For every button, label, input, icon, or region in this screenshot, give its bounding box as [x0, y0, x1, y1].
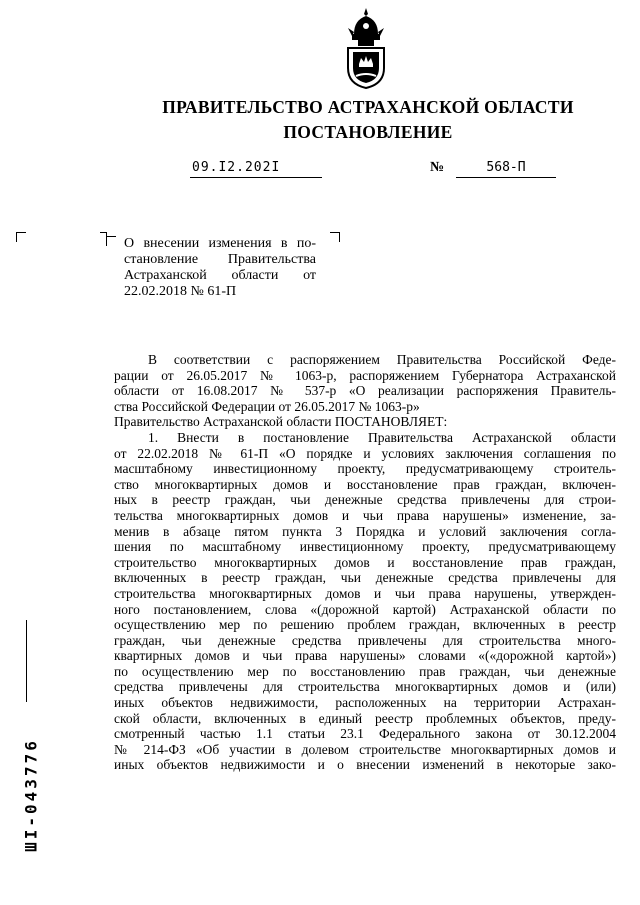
organization-title: ПРАВИТЕЛЬСТВО АСТРАХАНСКОЙ ОБЛАСТИ: [162, 97, 574, 117]
body-line: ство многоквартирных домов и восстановление прав граждан, включен-: [114, 476, 616, 492]
body-line: тельства многоквартирных домов и чьи права нарушены» изменение, за-: [114, 507, 616, 523]
corner-mark-subject-inner: [106, 236, 116, 246]
document-number: 568-П: [456, 160, 556, 178]
body-line: ства Российской Федерации от 26.05.2017 № 1063-р»: [114, 398, 420, 414]
body-line: осуществлению мер по решению проблем граждан, включенных в реестр: [114, 617, 616, 633]
coat-of-arms-icon: [344, 6, 388, 90]
body-line: смотренный частью 1.1 статьи 23.1 Федерального закона от 30.12.2004: [114, 726, 616, 742]
body-line: В соответствии с распоряжением Правительства Российской Феде-: [148, 352, 616, 367]
document-date: 09.I2.202I: [190, 160, 322, 178]
body-text: [114, 352, 616, 773]
body-line: строительство многоквартирных домов и восстановление прав граждан,: [114, 554, 616, 570]
subject-line: становление Правительства: [124, 252, 316, 267]
body-line: шения по масштабному инвестиционному проекту, предусматривающему: [114, 539, 616, 555]
subject-line: Астраханской области от: [124, 268, 316, 283]
corner-mark-left: [16, 232, 26, 242]
subject-line: 22.02.2018 № 61-П: [124, 284, 237, 299]
body-line: средства привлечены для строительства многоквартирных домов и (или): [114, 679, 616, 695]
body-line: от 22.02.2018 № 61-П «О порядке и условиях заключения соглашения по: [114, 445, 616, 461]
body-line: Правительство Астраханской области ПОСТАНОВЛЯЕТ:: [114, 414, 448, 430]
corner-mark-subject-right: [330, 232, 340, 242]
body-line: рации от 26.05.2017 № 1063-р, распоряжением Губернатора Астраханской: [114, 367, 616, 383]
body-line: № 214-ФЗ «Об участии в долевом строительстве многоквартирных домов и: [114, 741, 616, 757]
body-line: ных в реестр граждан, чьи денежные средства привлечены для строи-: [114, 492, 616, 508]
body-line: ской области, включенных в единый реестр проблемных объектов, преду-: [114, 710, 616, 726]
body-line: иных объектов недвижимости и о внесении изменений в некоторые зако-: [114, 757, 616, 773]
body-line: области от 16.08.2017 № 537-р «О реализации распоряжения Правитель-: [114, 383, 616, 399]
body-line: 1. Внести в постановление Правительства Астраханской области: [148, 429, 616, 445]
serial-number-text: ШI-043776: [21, 738, 41, 852]
serial-number: [18, 705, 44, 885]
document-type-title: ПОСТАНОВЛЕНИЕ: [283, 122, 453, 142]
number-sign: №: [430, 160, 445, 175]
subject-block: [124, 236, 316, 300]
body-line: менив в абзаце пятом пункта 3 Порядка и условий заключения согла-: [114, 523, 616, 539]
body-line: граждан, чьи денежные средства привлечены для строительства много-: [114, 632, 616, 648]
body-line: включенных в реестр граждан, чьи денежные средства привлечены для: [114, 570, 616, 586]
body-line: ного постановлением, слова «(дорожной картой) Астраханской области по: [114, 601, 616, 617]
subject-line: О внесении изменения в по-: [124, 236, 316, 251]
body-line: масштабному инвестиционному проекту, предусматривающему строитель-: [114, 461, 616, 477]
body-line: по осуществлению мер по восстановлению прав граждан, чьи денежные: [114, 663, 616, 679]
body-line: квартирных домов и чьи права нарушены» словами «(«дорожной картой»): [114, 648, 616, 664]
body-line: строительства многоквартирных домов и чьи права нарушены, утвержден-: [114, 585, 616, 601]
body-line: иных объектов недвижимости, расположенных на территории Астрахан-: [114, 695, 616, 711]
margin-line: [26, 620, 27, 702]
